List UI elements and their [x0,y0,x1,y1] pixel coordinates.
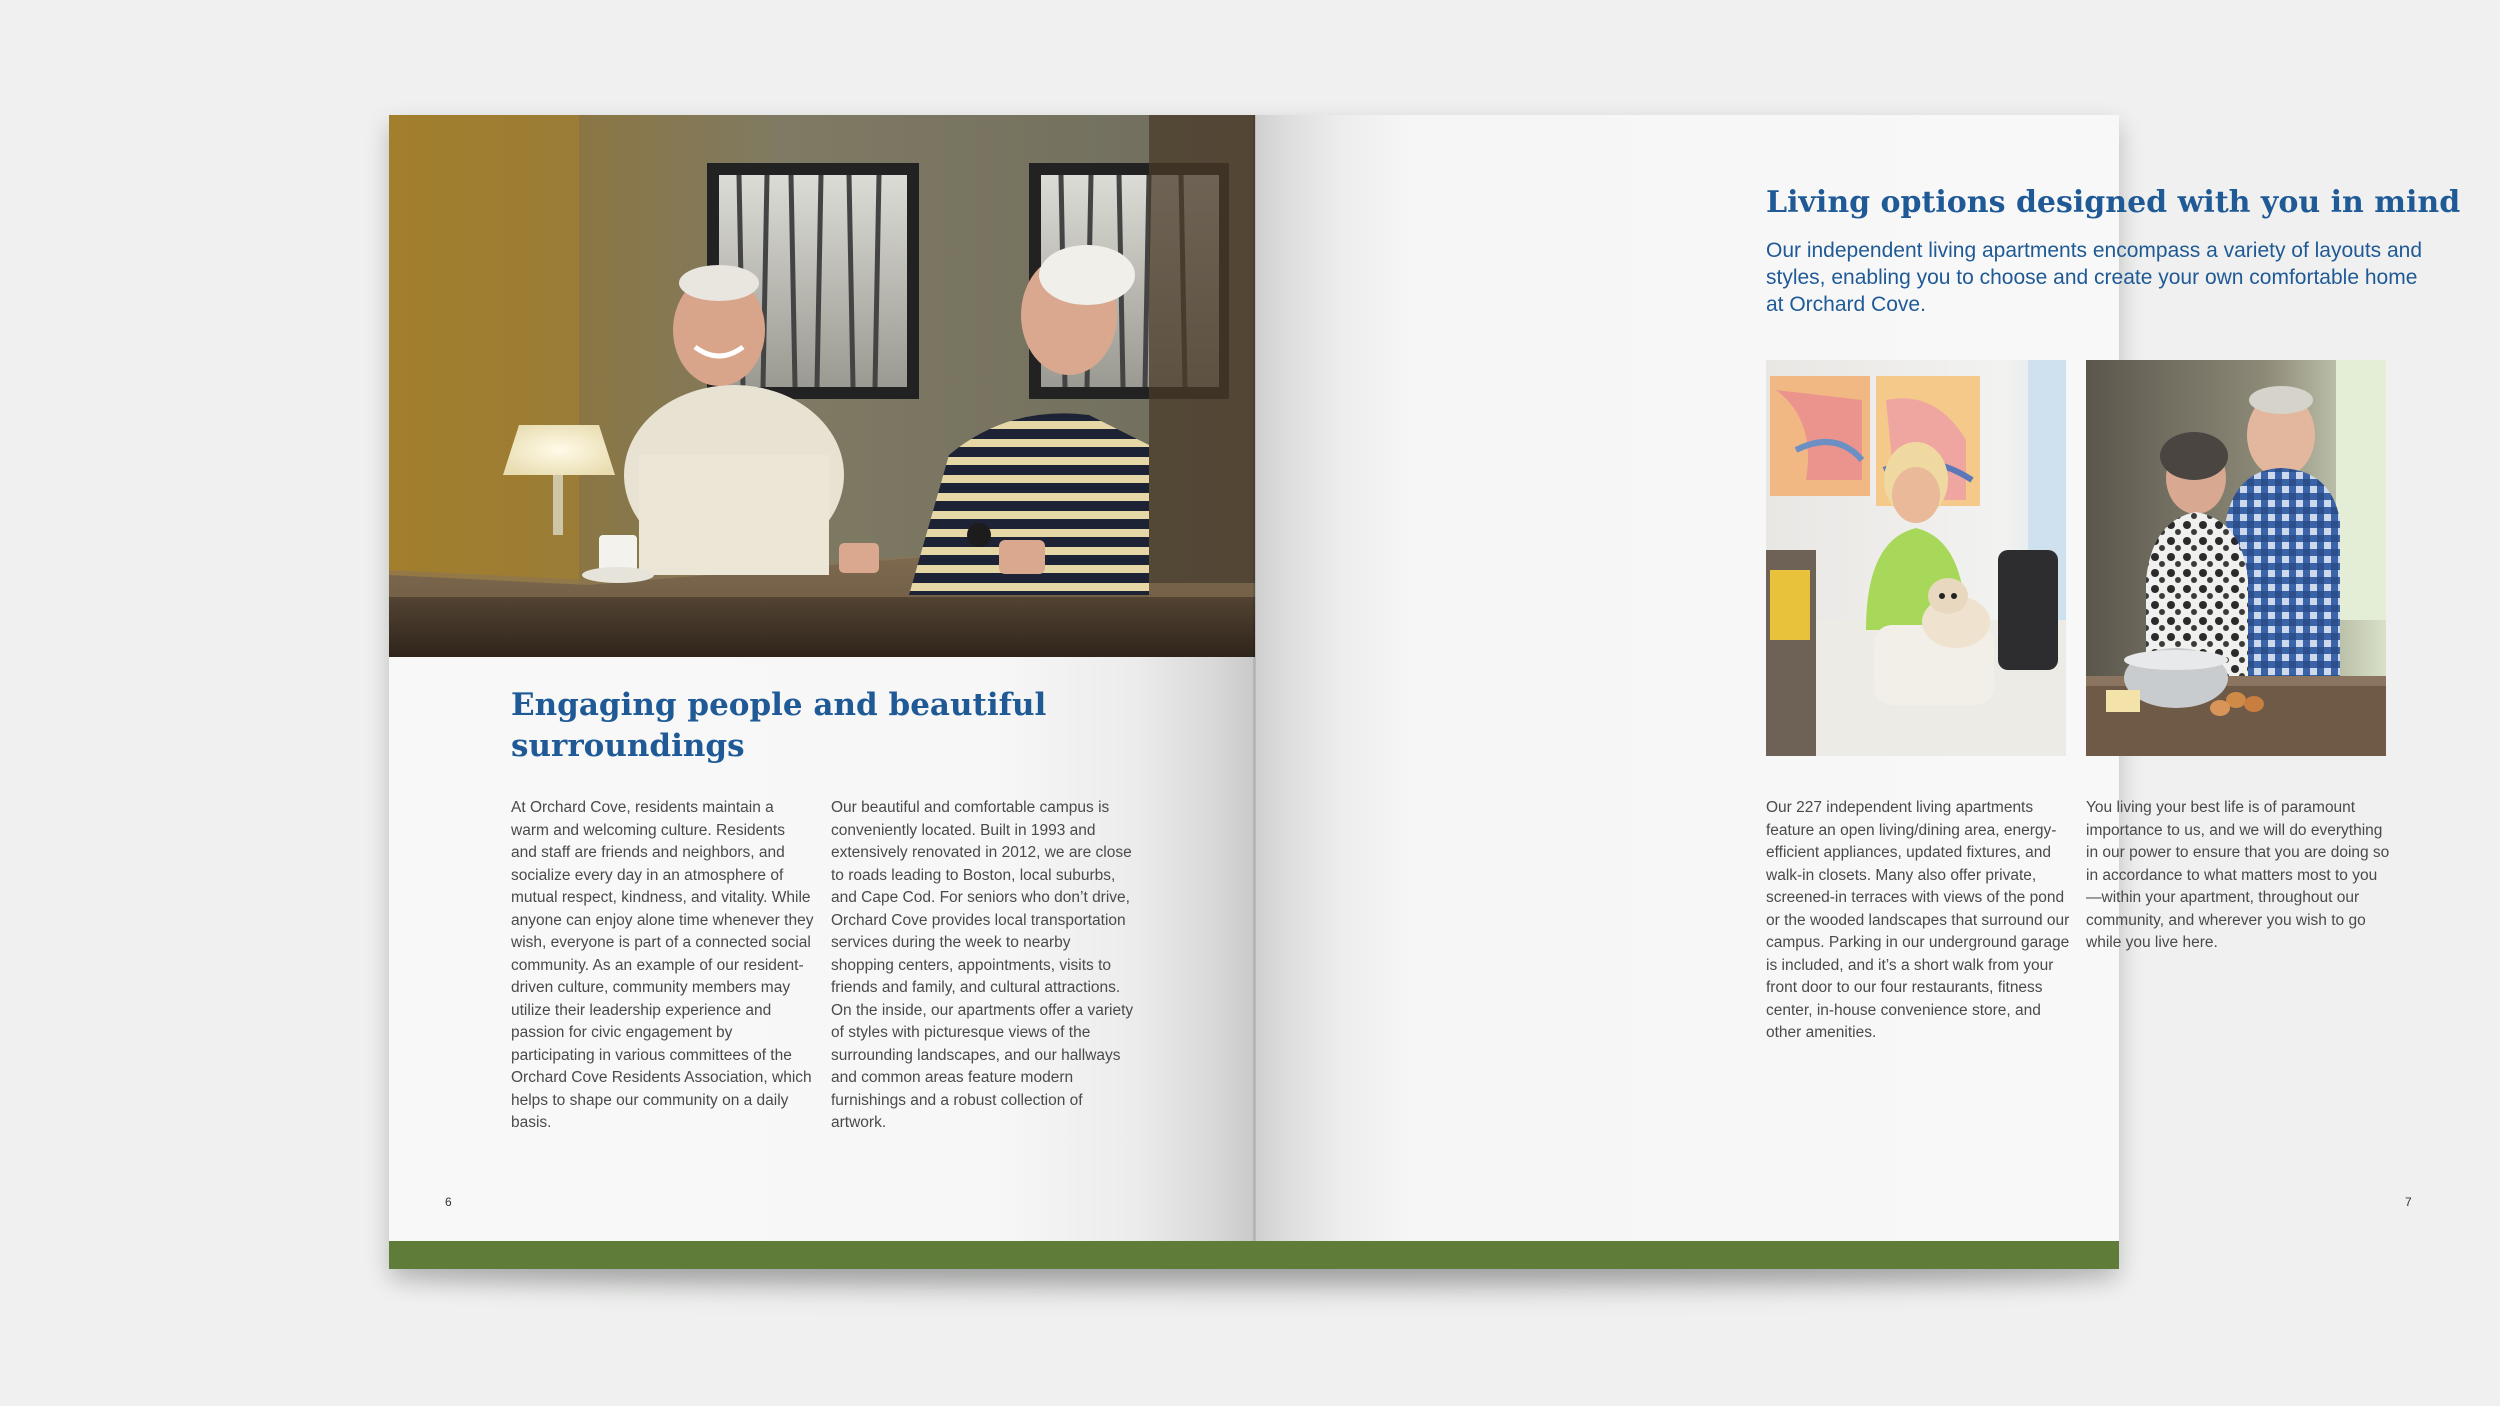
hero-photo [389,115,1255,657]
gutter-fold [1253,115,1256,1269]
footer-green-band [389,1241,2119,1269]
right-page-number: 7 [2405,1195,2412,1209]
left-page-title: Engaging people and beautiful surroundings [511,687,1047,764]
right-page-title: Living options designed with you in mind [1766,185,2461,220]
woman-with-dog-photo [1766,360,2066,756]
right-column-1: Our 227 independent living apartments feature an open living/dining area, energy-efficient appliances, updated fixtures, and walk-in closets. Many also offer private, screened-in terraces with views of the pond or the wooded landscapes that surround our campus. Parking in our underground garage is included, and it’s a short walk from your front door to our four restaurants, fitness center, in-house convenience store, and other amenities. [1766,799,2070,1041]
right-page [1255,115,2461,1269]
couple-in-kitchen-photo [2086,360,2386,756]
left-page [389,115,1255,1269]
right-column-2: You living your best life is of paramount importance to us, and we will do everything in our power to ensure that you are doing so in accordance to what matters most to you—within your apartment, throughout our community, and wherever you wish to go while you live here. [2086,799,2390,951]
right-page-intro: Our independent living apartments encompass a variety of layouts and styles, enabling you to choose and create your own comfortable home at Orchard Cove. [1766,239,2423,316]
left-page-number: 6 [445,1195,452,1209]
brochure-spread [389,115,2461,1269]
left-column-1: At Orchard Cove, residents maintain a warm and welcoming culture. Residents and staff are friends and neighbors, and socialize every day in an atmosphere of mutual respect, kindness, and vitality. While anyone can enjoy alone time whenever they wish, everyone is part of a connected social community. As an example of our resident-driven culture, community members may utilize their leadership experience and passion for civic engagement by participating in various committees of the Orchard Cove Residents Association, which helps to shape our community on a daily basis. [511,799,814,1131]
left-column-2: Our beautiful and comfortable campus is conveniently located. Built in 1993 and extensively renovated in 2012, we are close to roads leading to Boston, local suburbs, and Cape Cod. For seniors who don’t drive, Orchard Cove provides local transportation services during the week to nearby shopping centers, appointments, visits to friends and family, and cultural attractions. On the inside, our apartments offer a variety of styles with picturesque views of the surrounding landscapes, and our hallways and common areas feature modern furnishings and a robust collection of artwork. [831,799,1134,1131]
